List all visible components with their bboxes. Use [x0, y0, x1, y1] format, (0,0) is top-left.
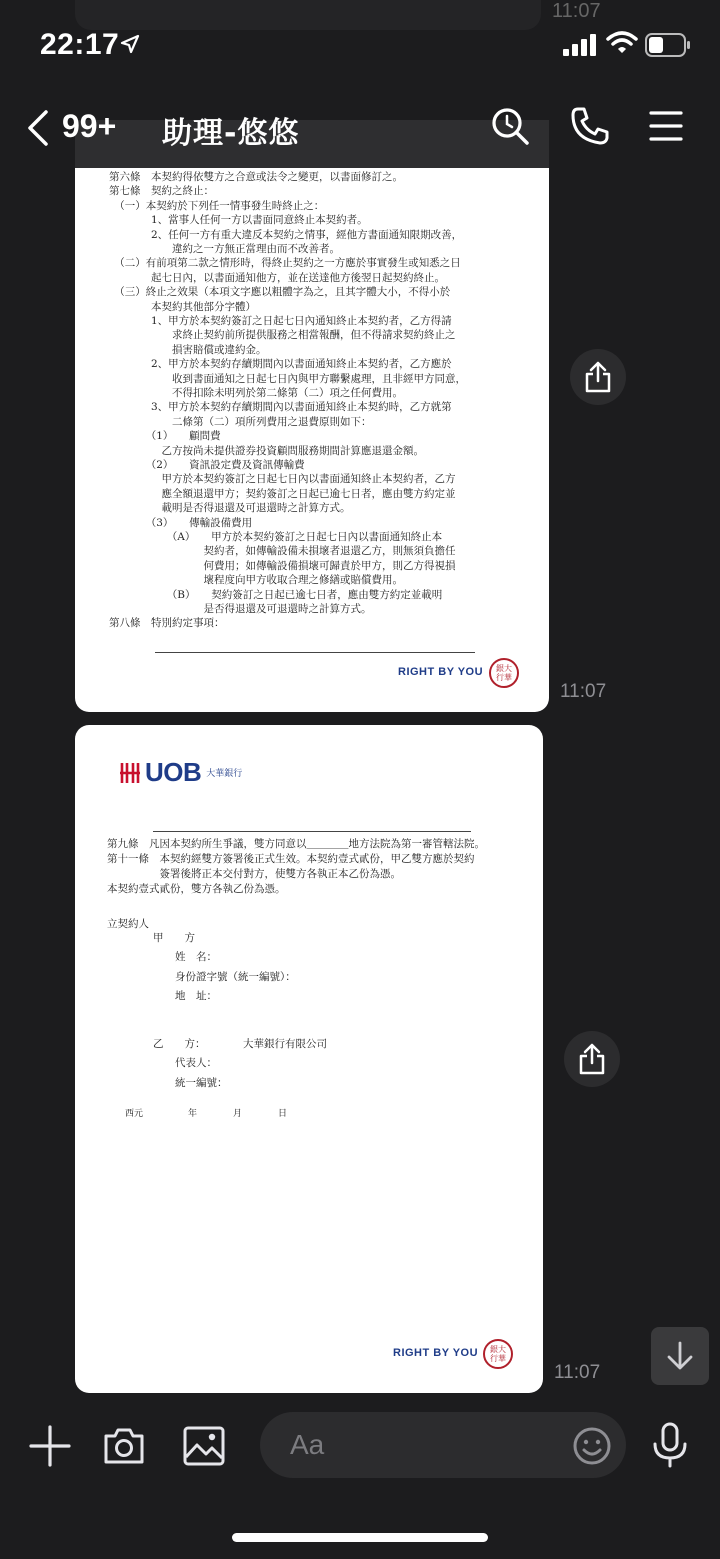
- share-icon: [578, 1043, 606, 1075]
- document-line: 乙方按尚未提供證券投資顧問服務期間計算應退還金額。: [109, 444, 424, 457]
- message-timestamp: 11:07: [560, 681, 607, 702]
- party-a-label: 甲 方: [153, 932, 195, 944]
- back-chevron-icon[interactable]: [26, 110, 50, 146]
- scroll-to-bottom-button[interactable]: [651, 1327, 709, 1385]
- menu-icon[interactable]: [648, 108, 684, 144]
- document-line: （3） 傳輸設備費用: [109, 516, 253, 529]
- uob-logo-chinese: 大華銀行: [206, 769, 243, 779]
- parties-heading: 立契約人: [107, 918, 149, 930]
- document-line: 收到書面通知之日起七日內與甲方聯繫處理，且非經甲方同意，: [109, 372, 466, 385]
- document-line: 第九條 凡因本契約所生爭議，雙方同意以＿＿＿＿地方法院為第一審管轄法院。: [107, 838, 485, 850]
- document-line: （三）終止之效果（本項文字應以粗體字為之，且其字體大小，不得小於: [109, 286, 451, 299]
- cellular-signal-icon: [563, 34, 599, 56]
- document-line: 第七條 契約之終止：: [109, 185, 214, 198]
- document-line: （A） 甲方於本契約簽訂之日起七日內以書面通知終止本: [109, 531, 443, 543]
- share-button[interactable]: [570, 349, 626, 405]
- camera-icon[interactable]: [102, 1424, 146, 1468]
- document-line: 簽署後將正本交付對方，使雙方各執正本乙份為憑。: [107, 868, 401, 880]
- document-line: 2、任何一方有重大違反本契約之情事，經他方書面通知限期改善，: [109, 228, 463, 241]
- battery-icon: [645, 33, 691, 57]
- party-b-label: 乙 方：: [153, 1038, 206, 1050]
- party-b-name: 大華銀行有限公司: [243, 1038, 327, 1050]
- document-line: （1） 顧問費: [109, 430, 221, 443]
- document-line: 損害賠償或違約金。: [109, 343, 267, 356]
- signature-line: [155, 652, 475, 653]
- unread-count[interactable]: 99+: [62, 108, 117, 144]
- message-timestamp: 11:07: [552, 0, 601, 22]
- document-line: 不得扣除未明列於第二條第（二）項之任何費用。: [109, 387, 403, 399]
- document-line: 1、當事人任何一方以書面同意終止本契約者。: [109, 214, 368, 227]
- arrow-down-icon: [665, 1341, 695, 1371]
- date-line: 西元 年 月 日: [125, 1109, 288, 1119]
- document-line: （B） 契約簽訂之日起已逾七日者，應由雙方約定並載明: [109, 588, 443, 601]
- share-button[interactable]: [564, 1031, 620, 1087]
- document-line: 求終止契約前所提供服務之相當報酬，但不得請求契約終止之: [109, 329, 456, 342]
- representative-label: 代表人：: [175, 1057, 217, 1069]
- image-message-contract-page-2[interactable]: [75, 725, 543, 1393]
- status-bar: [0, 0, 720, 88]
- unified-number-label: 統一編號：: [175, 1077, 228, 1089]
- uob-seal-logo: 銀大 行華: [483, 1339, 513, 1369]
- message-timestamp: 11:07: [554, 1362, 601, 1383]
- document-line: 第六條 本契約得依雙方之合意或法令之變更，以書面修訂之。: [109, 171, 403, 183]
- right-by-you-slogan: RIGHT BY YOU: [398, 666, 484, 678]
- image-gallery-icon[interactable]: [182, 1424, 226, 1468]
- emoji-icon[interactable]: [572, 1426, 612, 1466]
- document-line: 應全額退還甲方；契約簽訂之日起已逾七日者，應由雙方約定並: [109, 487, 456, 500]
- document-line: 何費用；如傳輸設備損壞可歸責於甲方，則乙方得視損: [109, 559, 456, 572]
- image-message-contract-page-1[interactable]: [75, 120, 549, 712]
- document-line: 二條第（二）項所列費用之退費原則如下：: [109, 415, 372, 428]
- document-line: 2、甲方於本契約存續期間內以書面通知終止本契約者，乙方應於: [109, 358, 452, 371]
- uob-seal-logo: 銀大 行華: [489, 658, 519, 688]
- name-label: 姓 名：: [175, 951, 217, 963]
- document-line: 第十一條 本契約經雙方簽署後正式生效。本契約壹式貳份，甲乙雙方應於契約: [107, 853, 475, 865]
- document-line: （一）本契約於下列任一情事發生時終止之：: [109, 199, 325, 212]
- document-line: 是否得退還及可退還時之計算方式。: [109, 603, 372, 615]
- share-icon: [584, 361, 612, 393]
- phone-call-icon[interactable]: [570, 106, 610, 146]
- microphone-icon[interactable]: [650, 1422, 690, 1468]
- document-line: 1、甲方於本契約簽訂之日起七日內通知終止本契約者，乙方得請: [109, 315, 452, 327]
- document-line: 壞程度向甲方收取合理之修繕或賠償費用。: [109, 574, 403, 587]
- search-icon[interactable]: [490, 106, 530, 146]
- uob-logo-text: UOB: [145, 757, 202, 787]
- document-line: 違約之一方無正當理由而不改善者。: [109, 243, 340, 255]
- chat-header: [0, 88, 720, 168]
- plus-icon[interactable]: [28, 1424, 72, 1468]
- signature-block: [75, 725, 543, 1393]
- wifi-icon: [606, 31, 638, 55]
- contract-document-image: [75, 120, 549, 712]
- chat-title: 助理-悠悠: [162, 116, 300, 151]
- document-line: 第八條 特別約定事項：: [109, 617, 225, 630]
- home-indicator: [232, 1533, 488, 1542]
- document-line: 本契約其他部分字體）: [109, 300, 256, 313]
- document-line: 起七日內，以書面通知他方，並在送達他方後翌日起契約終止。: [109, 271, 445, 284]
- document-line: （二）有前項第二款之情形時，得終止契約之一方應於事實發生或知悉之日: [109, 257, 461, 270]
- address-label: 地 址：: [175, 990, 217, 1002]
- clock: 22:17: [40, 28, 120, 61]
- document-line: 載明是否得退還及可退還時之計算方式。: [109, 502, 351, 515]
- right-by-you-slogan: RIGHT BY YOU: [393, 1347, 479, 1359]
- document-line: （2） 資訊設定費及資訊傳輸費: [109, 459, 305, 471]
- document-line: 3、甲方於本契約存續期間內以書面通知終止本契約時，乙方就第: [109, 401, 452, 414]
- id-number-label: 身份證字號（統一編號）：: [175, 971, 296, 983]
- document-line: 契約者，如傳輸設備未損壞者退還乙方，則無須負擔任: [109, 545, 456, 558]
- document-line: 甲方於本契約簽訂之日起七日內以書面通知終止本契約者，乙方: [109, 473, 456, 486]
- location-arrow-icon: [120, 34, 140, 54]
- document-line: 本契約壹式貳份，雙方各執乙份為憑。: [107, 883, 286, 895]
